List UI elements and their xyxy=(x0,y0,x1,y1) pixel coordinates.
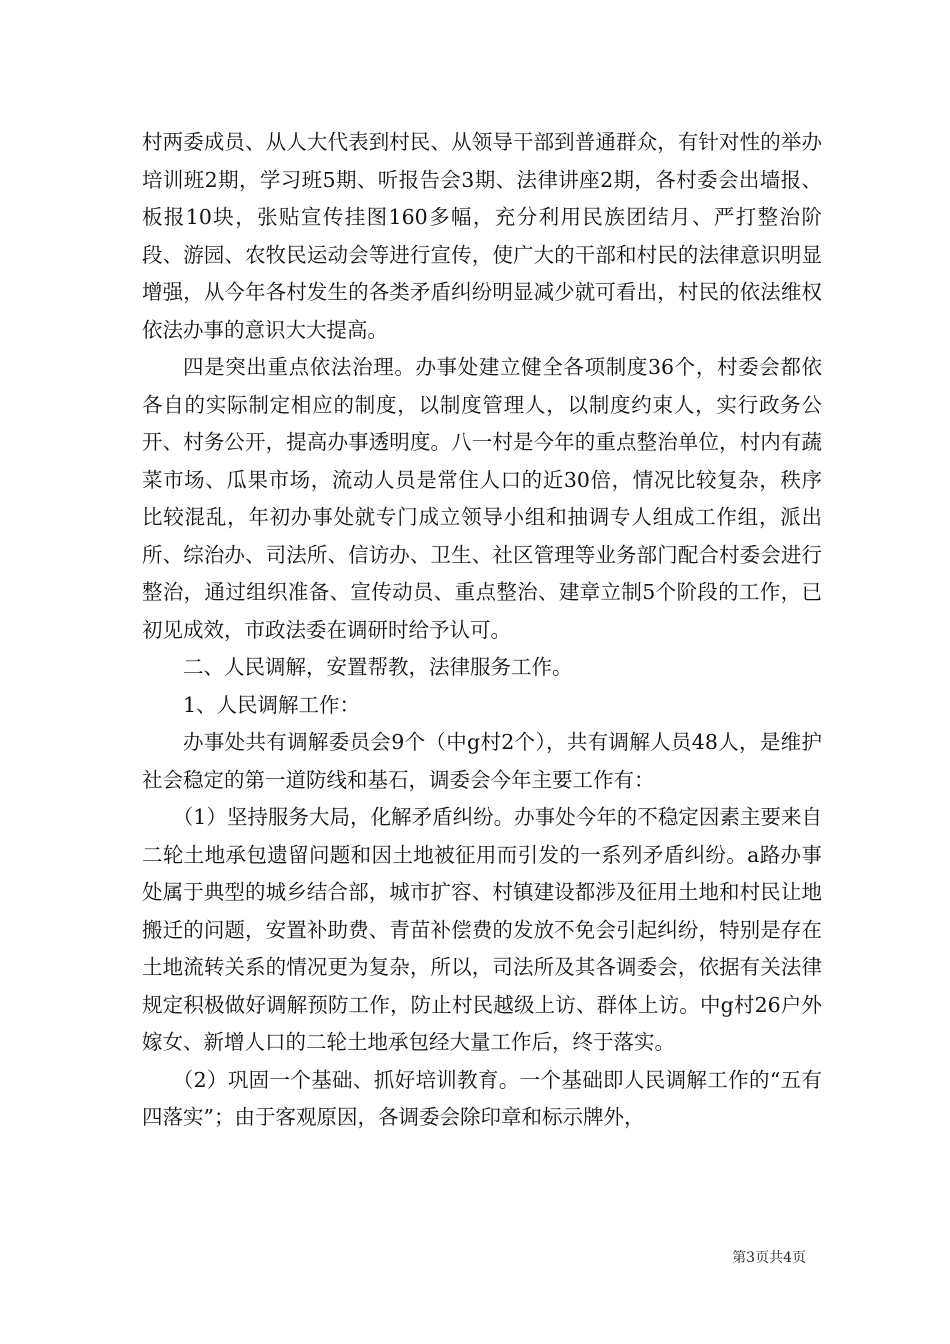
subsection-heading-mediation: 1、人民调解工作： xyxy=(183,692,361,717)
paragraph-legal-governance: 四是突出重点依法治理。办事处建立健全各项制度36个，村委会都依各自的实际制定相应的制度，以制度管理人，以制度约束人，实行政务公开、村务公开，提高办事透明度。八一村是今年的重点整治单位，村内有蔬菜市场、瓜果市场，流动人员是常住人口的近30倍，情况比较复杂，秩序比较混乱，年初办事处就专门成立领导小组和抽调专人组成工作组，派出所、综治办、司法所、信访办、卫生、社区管理等业务部门配合村委会进行整治，通过组织准备、宣传动员、重点整治、建章立制5个阶段的工作，已初见成效，市政法委在调研时给予认可。 xyxy=(142,355,822,642)
paragraph-continuation: 村两委成员、从人大代表到村民、从领导干部到普通群众，有针对性的举办培训班2期，学习班5期、听报告会3期、法律讲座2期，各村委会出墙报、板报10块，张贴宣传挂图160多幅，充分利用民族团结月、严打整治阶段、游园、农牧民运动会等进行宣传，使广大的干部和村民的法律意识明显增强，从今年各村发生的各类矛盾纠纷明显减少就可看出，村民的依法维权依法办事的意识大大提高。 xyxy=(142,130,822,342)
document-body xyxy=(142,124,822,1137)
section-heading-mediation: 二、人民调解，安置帮教，法律服务工作。 xyxy=(183,655,573,679)
paragraph-item-2: （2）巩固一个基础、抓好培训教育。一个基础即人民调解工作的“五有四落实”；由于客观原因，各调委会除印章和标示牌外， xyxy=(142,1067,822,1129)
page-number-footer: 第3页共4页 xyxy=(732,1250,806,1266)
paragraph-item-1: （1）坚持服务大局，化解矛盾纠纷。办事处今年的不稳定因素主要来自二轮土地承包遗留问题和因土地被征用而引发的一系列矛盾纠纷。a路办事处属于典型的城乡结合部，城市扩容、村镇建设都涉及征用土地和村民让地搬迁的问题，安置补助费、青苗补偿费的发放不免会引起纠纷，特别是存在土地流转关系的情况更为复杂，所以，司法所及其各调委会，依据有关法律规定积极做好调解预防工作，防止村民越级上访、群体上访。中g村26户外嫁女、新增人口的二轮土地承包经大量工作后，终于落实。 xyxy=(142,805,822,1054)
paragraph-mediation-committees: 办事处共有调解委员会9个（中g村2个），共有调解人员48人，是维护社会稳定的第一道防线和基石，调委会今年主要工作有： xyxy=(142,730,822,792)
